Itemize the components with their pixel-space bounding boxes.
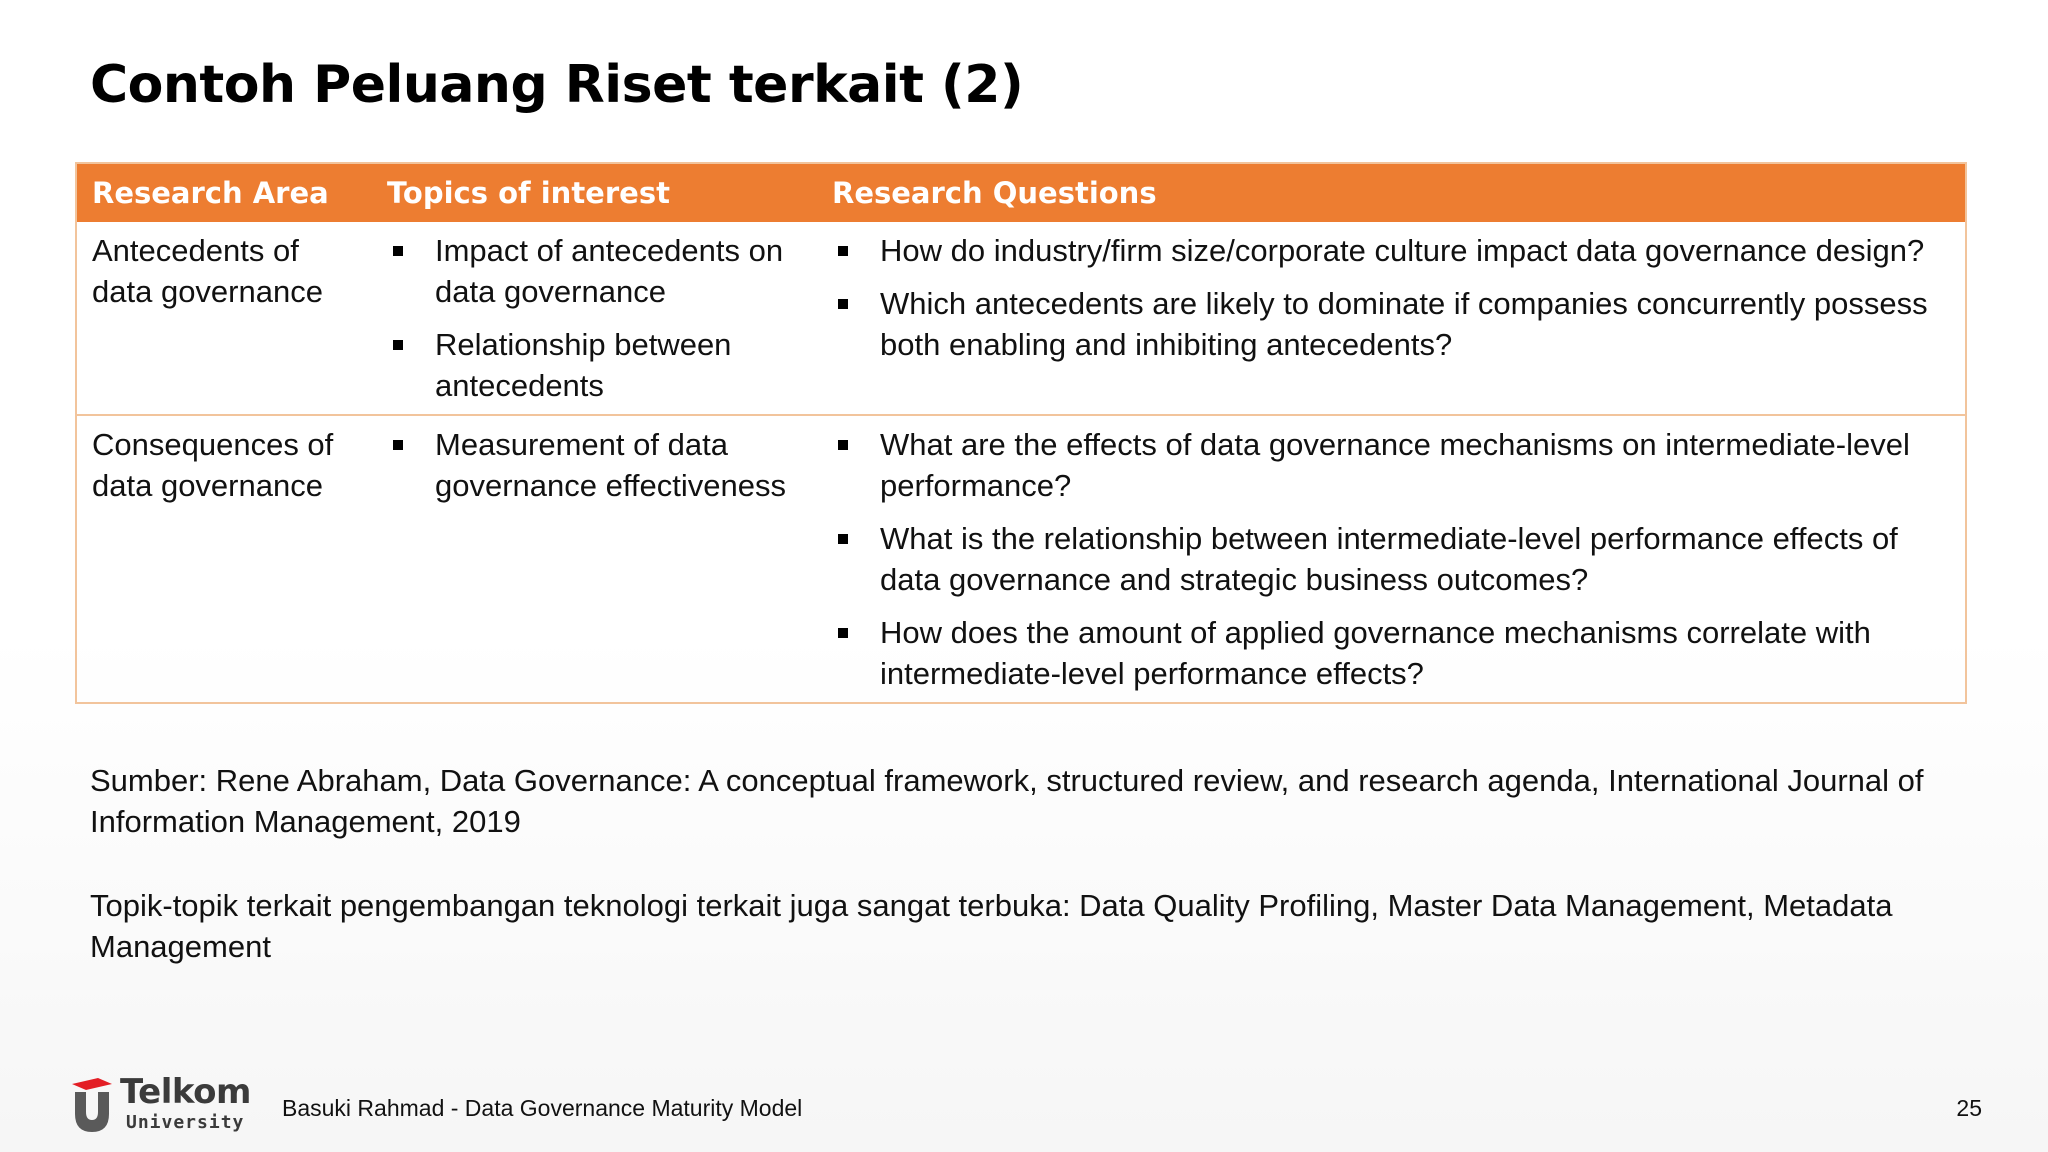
topics-cell [372, 415, 817, 703]
page-title: Contoh Peluang Riset terkait (2) [90, 55, 1024, 115]
topic-text: Impact of antecedents on data governance [435, 233, 784, 309]
topics-list [387, 424, 807, 506]
questions-list [832, 230, 1955, 365]
square-bullet-icon [838, 534, 848, 544]
logo-subtitle: University [126, 1112, 245, 1133]
question-item [832, 283, 1955, 365]
topics-cell [372, 222, 817, 415]
question-text: Which antecedents are likely to dominate if companies concurrently possess both enabling and inhibiting antecedents? [880, 286, 1928, 362]
technology-topics-note: Topik-topik terkait pengembangan teknologi terkait juga sangat terbuka: Data Quality Profiling, Master Data Management, Metadata Management [90, 888, 1893, 964]
question-text: What are the effects of data governance mechanisms on intermediate-level performance? [880, 427, 1910, 503]
square-bullet-icon [393, 246, 403, 256]
topic-text: Relationship between antecedents [435, 327, 732, 403]
topic-text: Measurement of data governance effectiveness [435, 427, 786, 503]
question-item [832, 612, 1955, 694]
topic-item [387, 324, 807, 406]
source-citation: Sumber: Rene Abraham, Data Governance: A conceptual framework, structured review, and research agenda, International Journal of Information Management, 2019 [90, 763, 1924, 839]
question-item [832, 230, 1955, 271]
questions-list [832, 424, 1955, 694]
research-area-text: Antecedents of data governance [92, 233, 323, 309]
topic-item [387, 230, 807, 312]
page-number: 25 [1956, 1095, 1982, 1121]
table-row [76, 415, 1966, 703]
telkom-university-logo [72, 1072, 251, 1138]
header-research-area: Research Area [76, 163, 372, 222]
topics-list [387, 230, 807, 406]
header-topics-of-interest: Topics of interest [372, 163, 817, 222]
table-header-row [76, 163, 1966, 222]
telkom-university-logo-icon [72, 1078, 112, 1134]
topic-item [387, 424, 807, 506]
square-bullet-icon [838, 440, 848, 450]
header-research-questions: Research Questions [817, 163, 1966, 222]
research-area-text: Consequences of data governance [92, 427, 334, 503]
questions-cell [817, 222, 1966, 415]
questions-cell [817, 415, 1966, 703]
research-table [75, 162, 1967, 704]
question-text: How do industry/firm size/corporate culture impact data governance design? [880, 233, 1925, 268]
square-bullet-icon [838, 246, 848, 256]
square-bullet-icon [838, 628, 848, 638]
question-text: What is the relationship between intermediate-level performance effects of data governance and strategic business outcomes? [880, 521, 1898, 597]
footer-text: Basuki Rahmad - Data Governance Maturity Model [282, 1095, 803, 1121]
logo-name: Telkom [120, 1072, 251, 1112]
square-bullet-icon [838, 299, 848, 309]
question-item [832, 424, 1955, 506]
square-bullet-icon [393, 440, 403, 450]
question-item [832, 518, 1955, 600]
question-text: How does the amount of applied governance mechanisms correlate with intermediate-level performance effects? [880, 615, 1871, 691]
research-area-cell [76, 415, 372, 703]
research-area-cell [76, 222, 372, 415]
square-bullet-icon [393, 340, 403, 350]
table-row [76, 222, 1966, 415]
